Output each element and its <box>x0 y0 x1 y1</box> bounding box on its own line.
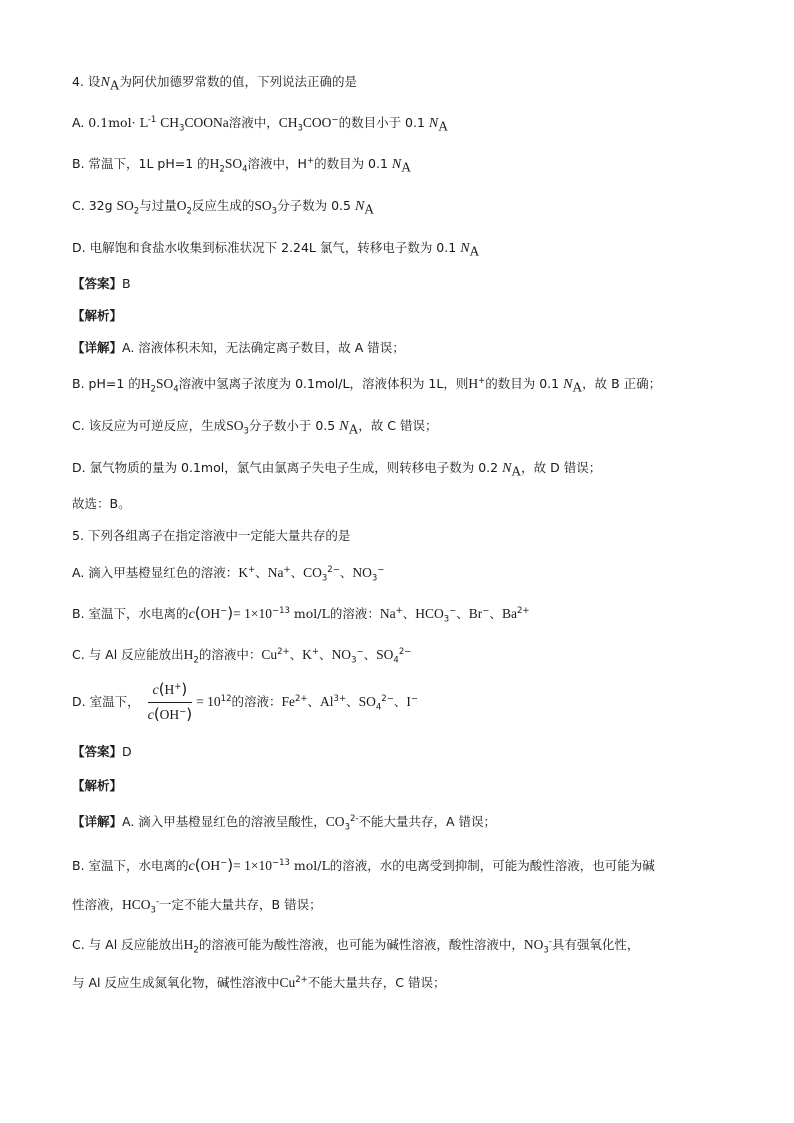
q4-detail-a: 【详解】A. 溶液体积未知，无法确定离子数目，故 A 错误； <box>72 340 405 355</box>
q4-stem: 4. 设$N_A$为阿伏加德罗常数的值，下列说法正确的是 <box>72 74 358 93</box>
q5-detail-b-line1: B. 室温下，水电离的$c(OH^-)= 1\times 10^{-13}$ mol/L的溶液，水的电离受到抑制，可能为酸性溶液，也可能为碱 <box>72 856 655 874</box>
q4-option-a: A. $0.1mol\cdot L^{-1}$ $CH_3COONa$溶液中，$CH_3COO^-$的数目小于 0.1 $N_A$ <box>72 114 448 134</box>
q5-analysis-heading: 【解析】 <box>72 778 123 793</box>
concentration-ratio-fraction: $\frac{c(H^+)}{c(OH^-)}$ <box>147 680 193 723</box>
q5-answer: 【答案】D <box>72 744 132 759</box>
q5-option-c: C. 与 Al 反应能放出$H_2$的溶液中：$Cu^{2+}$、K+、$NO_3^-$、$SO_4^{2-}$ <box>72 646 412 666</box>
q5-detail-b-line2: 性溶液，$HCO_3^-$一定不能大量共存，B 错误； <box>72 896 322 916</box>
q4-detail-c: C. 该反应为可逆反应，生成$SO_3$分子数小于 0.5 $N_A$，故 C 错误； <box>72 418 438 437</box>
q5-detail-c-line2: 与 Al 反应生成氮氧化物，碱性溶液中$Cu^{2+}$不能大量共存，C 错误； <box>72 974 446 990</box>
q4-option-c: C. 32g $SO_2$与过量$O_2$反应生成的$SO_3$分子数为 0.5 $N_A$ <box>72 198 375 217</box>
q4-detail-b: B. pH=1 的$H_2SO_4$溶液中氢离子浓度为 0.1mol/L，溶液体积为 1L，则H+的数目为 0.1 $N_A$，故 B 正确； <box>72 375 662 395</box>
q4-detail-d: D. 氯气物质的量为 0.1mol，氯气由氯离子失电子生成，则转移电子数为 0.2 $N_A$，故 D 错误； <box>72 460 602 479</box>
q5-detail-a: 【详解】A. 滴入甲基橙显红色的溶液呈酸性，$CO_3^{2-}$不能大量共存，A 错误； <box>72 813 496 833</box>
q5-option-b: B. 室温下，水电离的$c(OH^-)= 1\times 10^{-13}$ mol/L的溶液：Na+、$HCO_3^-$、Br−、$Ba^{2+}$ <box>72 604 530 625</box>
q5-option-d: D. 室温下， $\frac{c(H^+)}{c(OH^-)}$ = $10^{12}$的溶液：$Fe^{2+}$、$Al^{3+}$、$SO_4^{2-}$、I− <box>72 680 418 723</box>
q5-detail-c-line1: C. 与 Al 反应能放出$H_2$的溶液可能为酸性溶液，也可能为碱性溶液，酸性溶液中，$NO_3^-$具有强氧化性， <box>72 936 640 956</box>
q4-analysis-heading: 【解析】 <box>72 308 123 323</box>
q5-option-a: A. 滴入甲基橙显红色的溶液：K+、Na+、$CO_3^{2-}$、$NO_3^-$ <box>72 564 385 584</box>
q4-choose: 故选：B。 <box>72 496 131 511</box>
q5-stem: 5. 下列各组离子在指定溶液中一定能大量共存的是 <box>72 528 351 543</box>
q4-option-d: D. 电解饱和食盐水收集到标准状况下 2.24L 氯气，转移电子数为 0.1 $N_A$ <box>72 240 480 259</box>
q4-answer: 【答案】B <box>72 276 131 291</box>
q4-option-b: B. 常温下，1L pH=1 的$H_2SO_4$溶液中，H+的数目为 0.1 $N_A$ <box>72 155 411 175</box>
